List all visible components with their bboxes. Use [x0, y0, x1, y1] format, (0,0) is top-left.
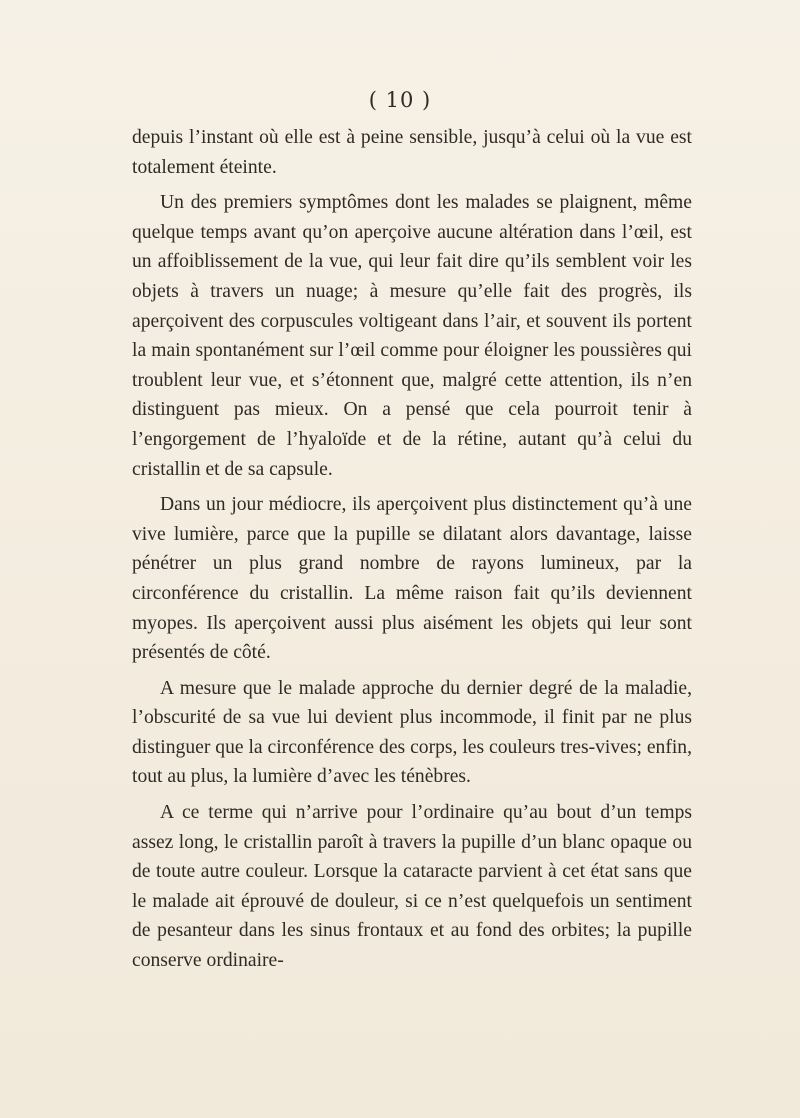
ink-smudge — [280, 1088, 300, 1100]
paragraph-opaque-lens: A ce terme qui n’arrive pour l’ordinaire qu’au bout d’un temps assez long, le cristallin paroît à travers la pupille d’un blanc opaque ou de toute autre couleur. Lorsque la cataracte parvient à cet état sans que le malade ait éprouvé de douleur, si ce n’est quelquefois un sentiment de pesanteur dans les sinus frontaux et au fond des orbites; la pupille conserve ordinaire- — [132, 802, 692, 972]
paragraph-symptoms: Un des premiers symptômes dont les malades se plaignent, même quelque temps avant qu’on aperçoive aucune altération dans l’œil, est un affoiblissement de la vue, qui leur fait dire qu’ils semblent voir les objets à travers un nuage; à mesure qu’elle fait des progrès, ils aperçoivent des corpuscules voltigeant dans l’air, et souvent ils portent la main spontanément sur l’œil comme pour éloigner les poussières qui troublent leur vue, et s’étonnent que, malgré cette attention, ils n’en distinguent pas mieux. On a pensé que cela pourroit tenir à l’engorgement de l’hyaloïde et de la rétine, autant qu’à celui du cristallin et de sa capsule. — [132, 192, 692, 480]
body-text — [132, 123, 692, 976]
paragraph-last-degree: A mesure que le malade approche du dernier degré de la maladie, l’obscurité de sa vue lui devient plus incommode, il finit par ne plus distinguer que la circonférence des corps, les couleurs tres-vives; enfin, tout au plus, la lumière d’avec les ténèbres. — [132, 677, 692, 788]
page-number: ( 10 ) — [368, 88, 432, 112]
paragraph-continuation: depuis l’instant où elle est à peine sensible, jusqu’à celui où la vue est totalement éteinte. — [132, 127, 692, 178]
paragraph-dim-light: Dans un jour médiocre, ils aperçoivent plus distinctement qu’à une vive lumière, parce que la pupille se dilatant alors davantage, laisse pénétrer un plus grand nombre de rayons lumineux, par la circonférence du cristallin. La même raison fait qu’ils deviennent myopes. Ils aperçoivent aussi plus aisément les objets qui leur sont présentés de côté. — [132, 494, 692, 664]
